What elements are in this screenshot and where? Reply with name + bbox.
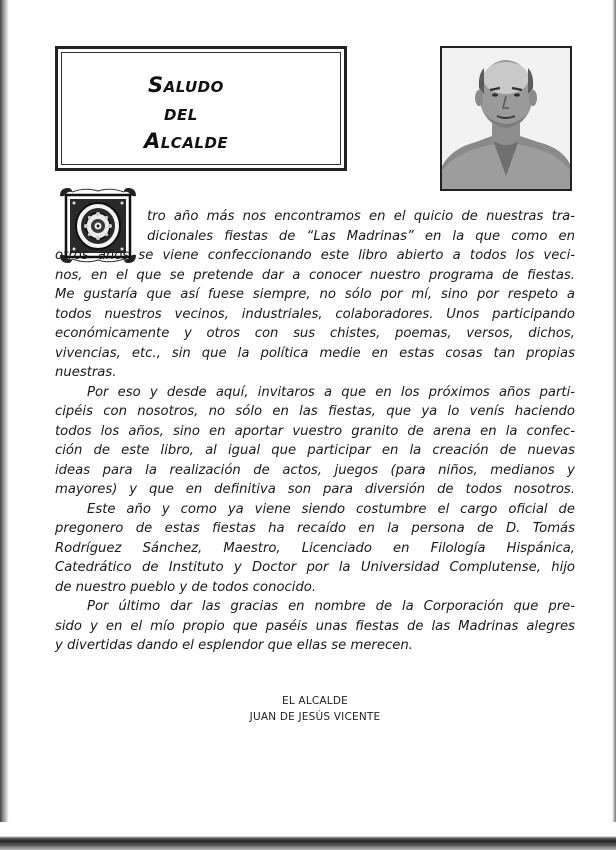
mayor-portrait-photo — [440, 46, 572, 191]
letter-line: de nuestro pueblo y de todos conocido. — [55, 579, 317, 595]
letter-line: y divertidas dando el esplendor que ellas se merecen. — [55, 638, 413, 653]
title-line-2: del — [164, 101, 198, 125]
letter-line: Catedrático de Instituto y Doctor por la Universidad Complutense, hijo — [55, 560, 575, 575]
letter-line: ción de este libro, al igual que participar en la creación de nuevas — [55, 443, 575, 458]
letter-line: tro año más nos encontramos en el quicio de nuestras tra- — [147, 209, 575, 224]
letter-line: cipéis con nosotros, no sólo en las fiestas, que ya lo venís haciendo — [55, 404, 575, 419]
letter-line: Por eso y desde aquí, invitaros a que en los próximos años parti- — [87, 384, 575, 400]
title-line-1: Saludo — [148, 73, 224, 97]
title-line-3: Alcalde — [144, 129, 229, 153]
letter-line: ideas para la realización de actos, juegos (para niños, medianos y — [55, 462, 575, 478]
letter-line: vivencias, etc., sin que la política medie en estas cosas tan propias — [55, 345, 575, 361]
letter-line: nos, en el que se pretende dar a conocer nuestro programa de fiestas. — [55, 267, 575, 283]
letter-body — [55, 207, 575, 656]
letter-line: mayores) y que en definitiva son para diversión de todos nosotros. — [55, 482, 575, 497]
letter-line: Me gustaría que así fuese siempre, no sólo por mí, sino por respeto a — [55, 287, 575, 302]
letter-line: sido y en el mío propio que paséis unas fiestas de las Madrinas alegres — [55, 618, 575, 634]
portrait-illustration — [442, 48, 570, 189]
letter-line: Rodríguez Sánchez, Maestro, Licenciado en Filología Hispánica, — [55, 540, 575, 556]
signature-name: JUAN DE JESÚS VICENTE — [249, 711, 381, 723]
title-frame — [55, 46, 347, 171]
letter-line: Este año y como ya viene siendo costumbre el cargo oficial de — [87, 501, 575, 517]
scan-shadow-bottom — [0, 822, 616, 850]
letter-line: otros años se viene confeccionando este libro abierto a todos los veci- — [55, 248, 575, 263]
letter-line: nuestras. — [55, 365, 117, 380]
scan-shadow-left — [0, 0, 9, 850]
letter-line: dicionales fiestas de “Las Madrinas” en la que como en — [147, 228, 575, 244]
signature-role: EL ALCALDE — [282, 695, 348, 707]
letter-line: pregonero de estas fiestas ha recaído en la persona de D. Tomás — [55, 521, 575, 536]
letter-line: económicamente y otros con sus chistes, poemas, versos, dichos, — [55, 326, 575, 341]
scan-shadow-right — [612, 0, 616, 850]
letter-line: Por último dar las gracias en nombre de la Corporación que pre- — [87, 599, 575, 614]
letter-line: todos nuestros vecinos, industriales, colaboradores. Unos participando — [55, 306, 575, 322]
letter-line: todos los años, sino en aportar vuestro granito de arena en la confec- — [55, 423, 575, 439]
